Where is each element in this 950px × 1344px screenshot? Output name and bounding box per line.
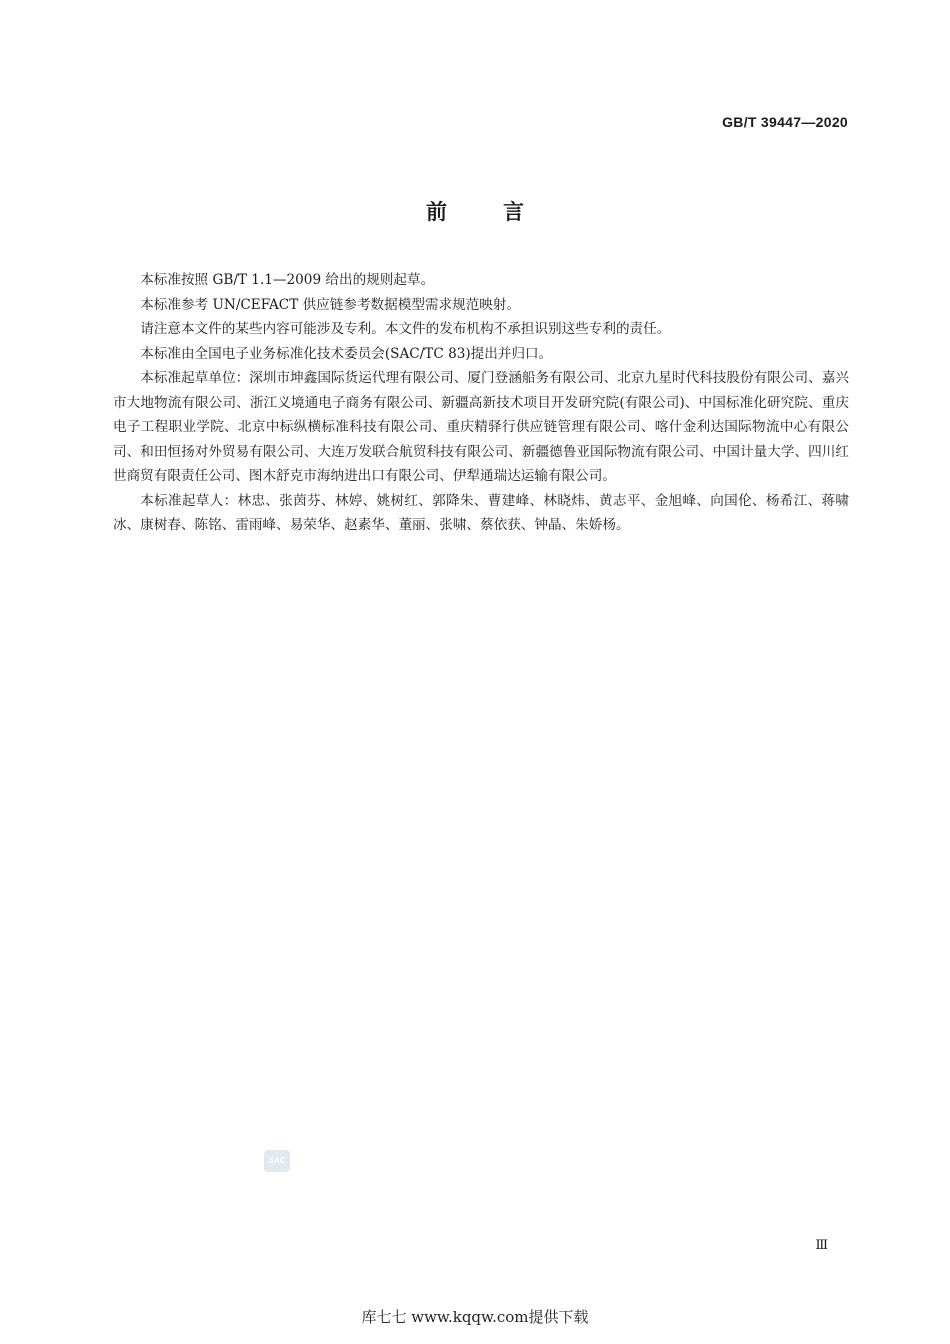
footer-download-note: 库七七 www.kqqw.com提供下载	[361, 1308, 589, 1326]
paragraph-drafting-units: 本标准起草单位：深圳市坤鑫国际货运代理有限公司、厦门登涵船务有限公司、北京九星时代科技股份有限公司、嘉兴市大地物流有限公司、浙江义境通电子商务有限公司、新疆高新技术项目开发研究院(有限公司)、中国标准化研究院、重庆电子工程职业学院、北京中标纵横标准科技有限公司、重庆精驿行供应链管理有限公司、喀什金利达国际物流中心有限公司、和田恒扬对外贸易有限公司、大连万发联合航贸科技有限公司、新疆德鲁亚国际物流有限公司、中国计量大学、四川红世商贸有限责任公司、图木舒克市海纳进出口有限公司、伊犁通瑞达运输有限公司。	[113, 370, 849, 484]
standard-number: GB/T 39447—2020	[722, 114, 848, 130]
paragraph-reference: 本标准参考 UN/CEFACT 供应链参考数据模型需求规范映射。	[140, 296, 521, 313]
sac-watermark-logo: SAC	[264, 1150, 290, 1172]
paragraph-drafters: 本标准起草人：林忠、张茵芬、林婷、姚树红、郭降朱、曹建峰、林晓炜、黄志平、金旭峰、向国伦、杨希江、蒋啸冰、康树春、陈铭、雷雨峰、易荣华、赵素华、董丽、张啸、蔡依获、钟晶、朱娇杨。	[113, 492, 849, 533]
page-number: Ⅲ	[815, 1237, 828, 1252]
paragraph-drafting-rules: 本标准按照 GB/T 1.1—2009 给出的规则起草。	[140, 272, 435, 288]
body-text	[113, 268, 849, 538]
page-title: 前言	[426, 200, 580, 224]
paragraph-proposer: 本标准由全国电子业务标准化技术委员会(SAC/TC 83)提出并归口。	[140, 345, 553, 362]
paragraph-patent-notice: 请注意本文件的某些内容可能涉及专利。本文件的发布机构不承担识别这些专利的责任。	[140, 321, 671, 337]
